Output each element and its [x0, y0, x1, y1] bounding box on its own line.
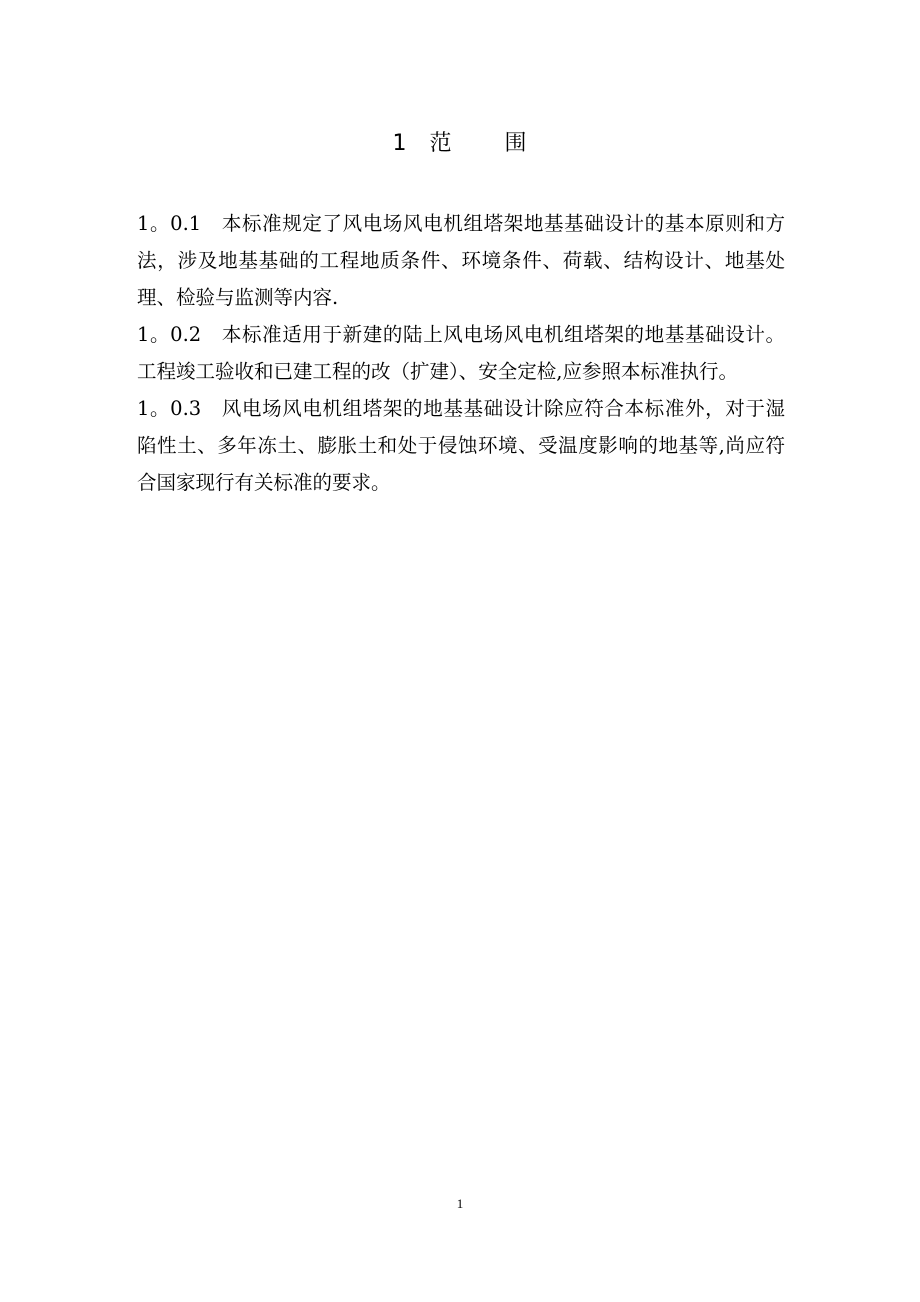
- clause-number: 1。0.3: [137, 397, 202, 420]
- clause-number: 1。0.2: [137, 323, 202, 346]
- section-title-char-1: 范: [429, 131, 453, 156]
- page-number: 1: [456, 1196, 464, 1211]
- clause-1-0-2: [137, 316, 785, 390]
- clause-text: 本标准适用于新建的陆上风电场风电机组塔架的地基基础设计。工程竣工验收和已建工程的改（扩建）、安全定检,应参照本标准执行。: [137, 323, 785, 383]
- clause-1-0-1: [137, 205, 785, 316]
- section-number: 1: [392, 131, 408, 156]
- clause-text: 本标准规定了风电场风电机组塔架地基基础设计的基本原则和方法，涉及地基基础的工程地质条件、环境条件、荷载、结构设计、地基处理、检验与监测等内容.: [137, 212, 785, 309]
- clause-number: 1。0.1: [137, 212, 202, 235]
- section-title-char-2: 围: [504, 131, 528, 156]
- clause-text: 风电场风电机组塔架的地基基础设计除应符合本标准外，对于湿陷性土、多年冻土、膨胀土和处于侵蚀环境、受温度影响的地基等,尚应符合国家现行有关标准的要求。: [137, 397, 785, 494]
- section-body: [137, 205, 785, 501]
- clause-1-0-3: [137, 390, 785, 501]
- section-title: [0, 128, 920, 160]
